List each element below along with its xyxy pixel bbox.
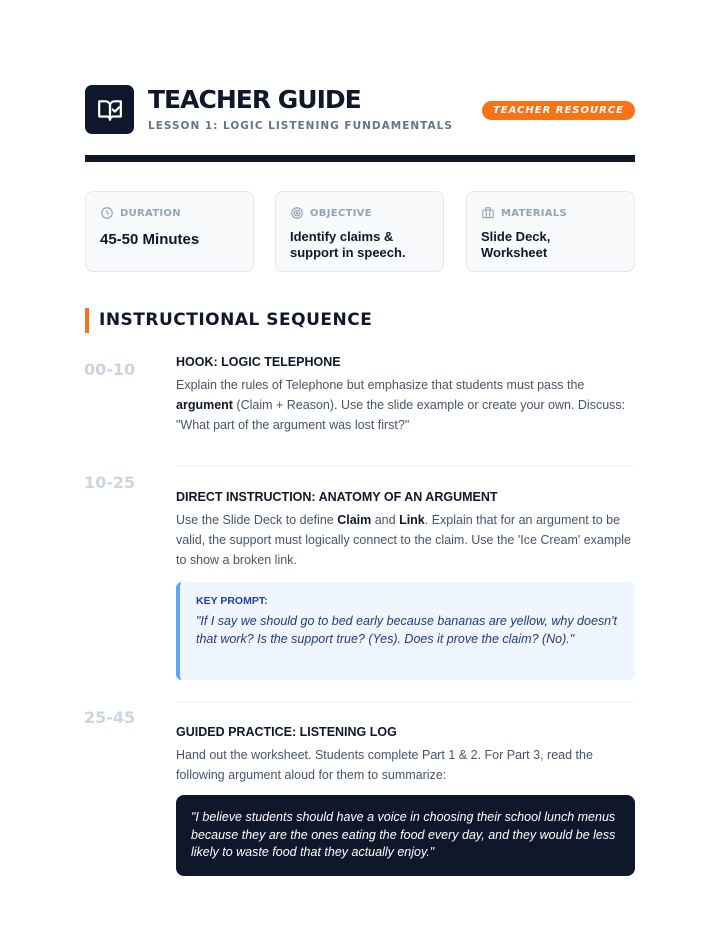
target-icon [290, 206, 304, 220]
argument-quote-text: "I believe students should have a voice in choosing their school lunch menus because they are the ones eating the food every day, and they would be less likely to waste food that they actually enjoy." [191, 810, 616, 859]
key-prompt-label: KEY PROMPT: [196, 595, 268, 607]
duration-label: DURATION [120, 207, 181, 219]
objective-card [275, 191, 444, 272]
page-title: TEACHER GUIDE [148, 85, 361, 114]
header-rule [85, 155, 635, 162]
key-prompt-text: "If I say we should go to bed early because bananas are yellow, why doesn't that work? Is the support true? (Yes). Does it prove the claim? (No)." [196, 614, 617, 646]
materials-label: MATERIALS [501, 207, 568, 219]
lesson-subtitle: LESSON 1: LOGIC LISTENING FUNDAMENTALS [148, 120, 453, 132]
key-prompt-box [176, 582, 635, 680]
section-title: INSTRUCTIONAL SEQUENCE [85, 308, 372, 333]
step-guided-practice [176, 725, 635, 785]
duration-value: 45-50 Minutes [100, 231, 200, 248]
step-title: GUIDED PRACTICE: LISTENING LOG [176, 725, 397, 739]
briefcase-icon [481, 206, 495, 220]
step-time: 25-45 [84, 708, 136, 727]
teacher-resource-badge: TEACHER RESOURCE [482, 101, 635, 120]
step-time: 00-10 [84, 360, 136, 379]
step-description: Use the Slide Deck to define Claim and Link. Explain that for an argument to be valid, the support must logically connect to the claim. Use the 'Ice Cream' example to show a broken link. [176, 513, 631, 567]
step-description: Explain the rules of Telephone but emphasize that students must pass the argument (Claim + Reason). Use the slide example or create your own. Discuss: "What part of the argument was lost first?" [176, 378, 626, 432]
step-direct-instruction [176, 490, 635, 570]
materials-value: Slide Deck, Worksheet [481, 229, 551, 260]
page-header [85, 85, 635, 135]
logo [85, 85, 134, 134]
step-time: 10-25 [84, 473, 136, 492]
step-divider [176, 701, 635, 702]
book-check-icon [97, 97, 123, 123]
step-title: HOOK: LOGIC TELEPHONE [176, 355, 341, 369]
step-title: DIRECT INSTRUCTION: ANATOMY OF AN ARGUMENT [176, 490, 498, 504]
step-divider [176, 466, 635, 467]
step-hook [176, 355, 635, 435]
materials-card [466, 191, 635, 272]
duration-card [85, 191, 254, 272]
objective-label: OBJECTIVE [310, 207, 372, 219]
clock-icon [100, 206, 114, 220]
step-description: Hand out the worksheet. Students complete Part 1 & 2. For Part 3, read the following argument aloud for them to summarize: [176, 748, 593, 782]
objective-value: Identify claims & support in speech. [290, 229, 406, 260]
argument-quote-box [176, 795, 635, 876]
